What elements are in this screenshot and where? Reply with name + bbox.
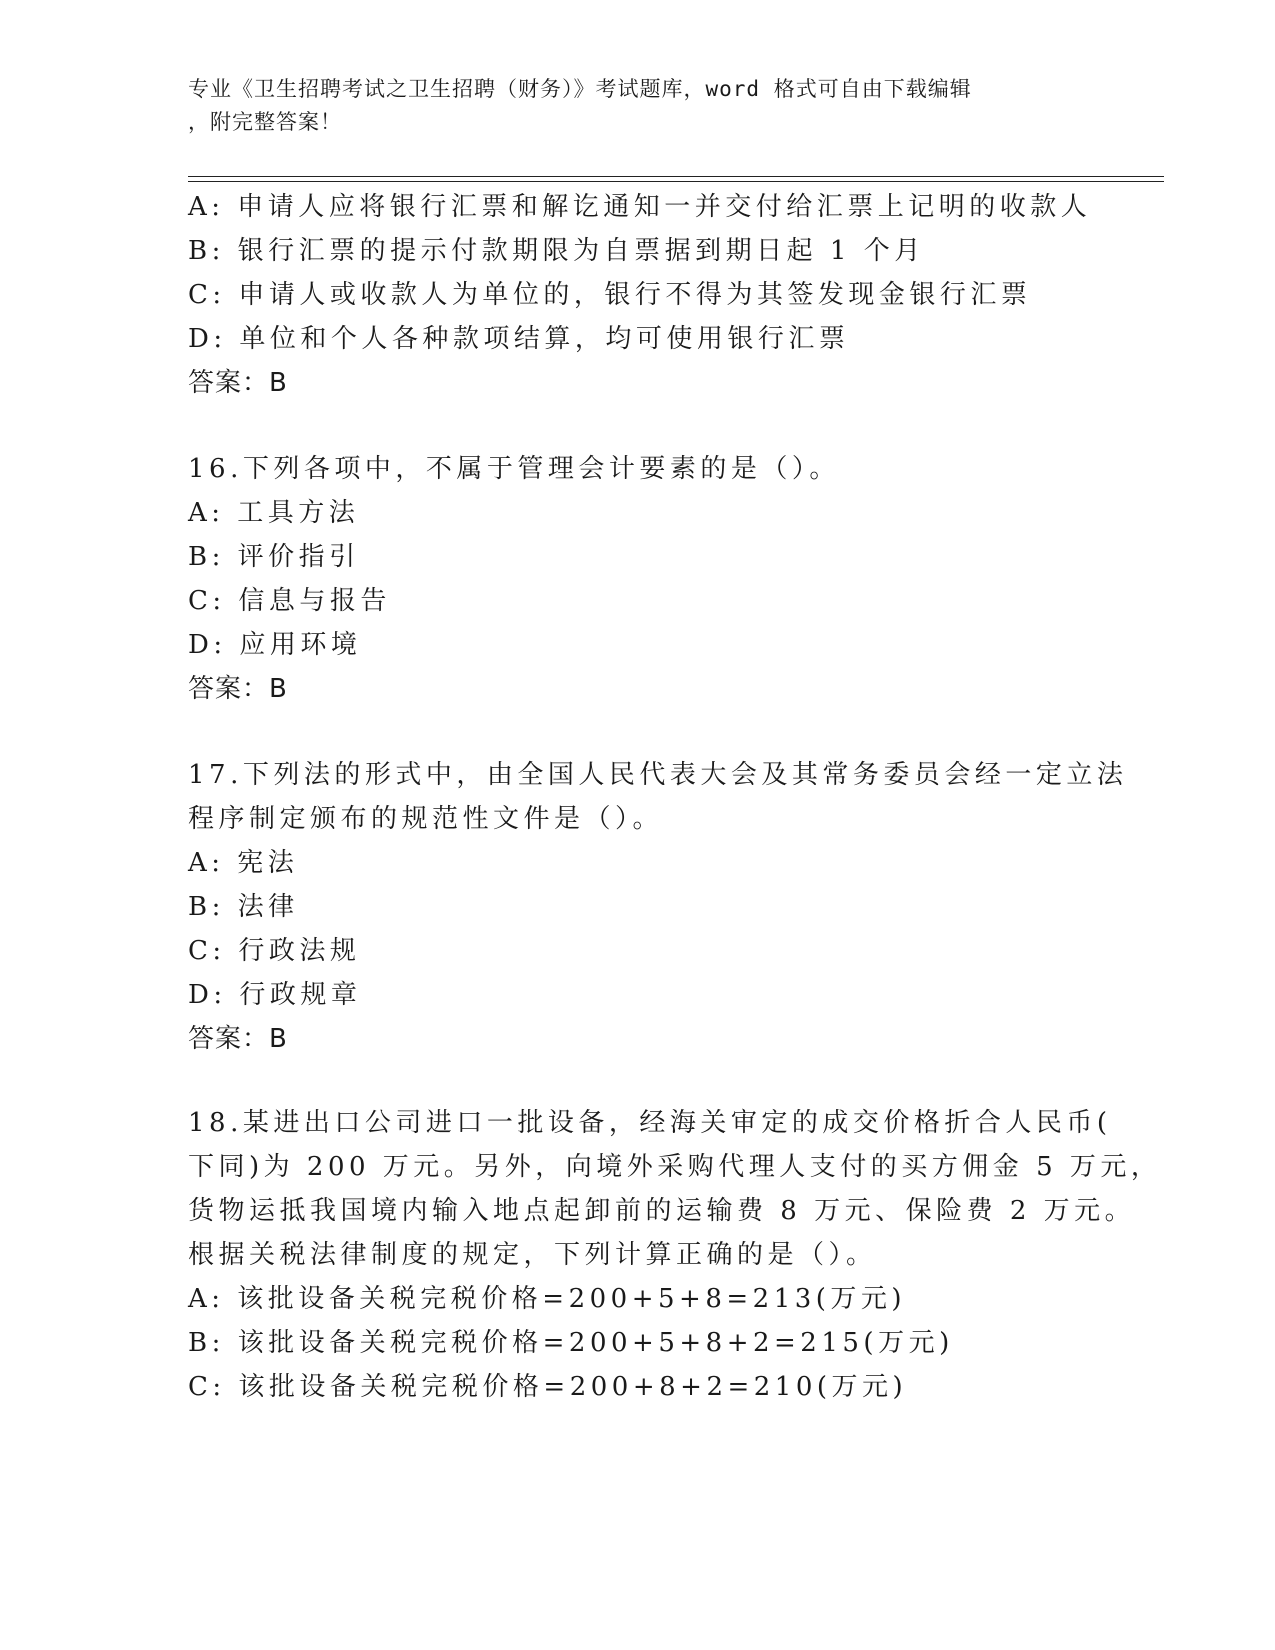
q17-answer: 答案：B <box>188 1024 288 1054</box>
q16-answer: 答案：B <box>188 674 288 704</box>
q15-answer: 答案：B <box>188 368 288 398</box>
q16-option-b: B: 评价指引 <box>188 542 360 572</box>
q18-question-line-2: 下同)为 200 万元。另外，向境外采购代理人支付的买方佣金 5 万元， <box>188 1152 1162 1182</box>
q17-option-b: B: 法律 <box>188 892 299 922</box>
q18-option-c: C: 该批设备关税完税价格=200+8+2=210(万元) <box>188 1372 908 1402</box>
q16-option-a: A: 工具方法 <box>188 498 360 528</box>
q18-option-b: B: 该批设备关税完税价格=200+5+8+2=215(万元) <box>188 1328 954 1358</box>
q16-option-c: C: 信息与报告 <box>188 586 391 616</box>
q15-option-c: C: 申请人或收款人为单位的，银行不得为其签发现金银行汇票 <box>188 280 1032 310</box>
q18-question-line-3: 货物运抵我国境内输入地点起卸前的运输费 8 万元、保险费 2 万元。 <box>188 1196 1136 1226</box>
header-divider-top <box>188 176 1164 177</box>
q18-question-line-1: 18.某进出口公司进口一批设备，经海关审定的成交价格折合人民币( <box>188 1108 1112 1138</box>
q18-option-a: A: 该批设备关税完税价格=200+5+8=213(万元) <box>188 1284 907 1314</box>
q15-option-a: A: 申请人应将银行汇票和解讫通知一并交付给汇票上记明的收款人 <box>188 192 1092 222</box>
header-line-2: ，附完整答案！ <box>188 110 342 134</box>
header-divider-bottom <box>188 181 1164 182</box>
q16-question: 16.下列各项中，不属于管理会计要素的是（）。 <box>188 454 840 484</box>
q17-option-a: A: 宪法 <box>188 848 299 878</box>
q17-question-line-2: 程序制定颁布的规范性文件是（）。 <box>188 804 664 834</box>
q15-option-b: B: 银行汇票的提示付款期限为自票据到期日起 1 个月 <box>188 236 925 266</box>
q16-option-d: D: 应用环境 <box>188 630 362 660</box>
q18-question-line-4: 根据关税法律制度的规定，下列计算正确的是（）。 <box>188 1240 877 1270</box>
q17-question-line-1: 17.下列法的形式中，由全国人民代表大会及其常务委员会经一定立法 <box>188 760 1128 790</box>
q17-option-c: C: 行政法规 <box>188 936 361 966</box>
document-header <box>188 73 1068 139</box>
q17-option-d: D: 行政规章 <box>188 980 362 1010</box>
q15-option-d: D: 单位和个人各种款项结算，均可使用银行汇票 <box>188 324 850 354</box>
header-line-1: 专业《卫生招聘考试之卫生招聘（财务）》考试题库，word 格式可自由下载编辑 <box>188 77 972 101</box>
